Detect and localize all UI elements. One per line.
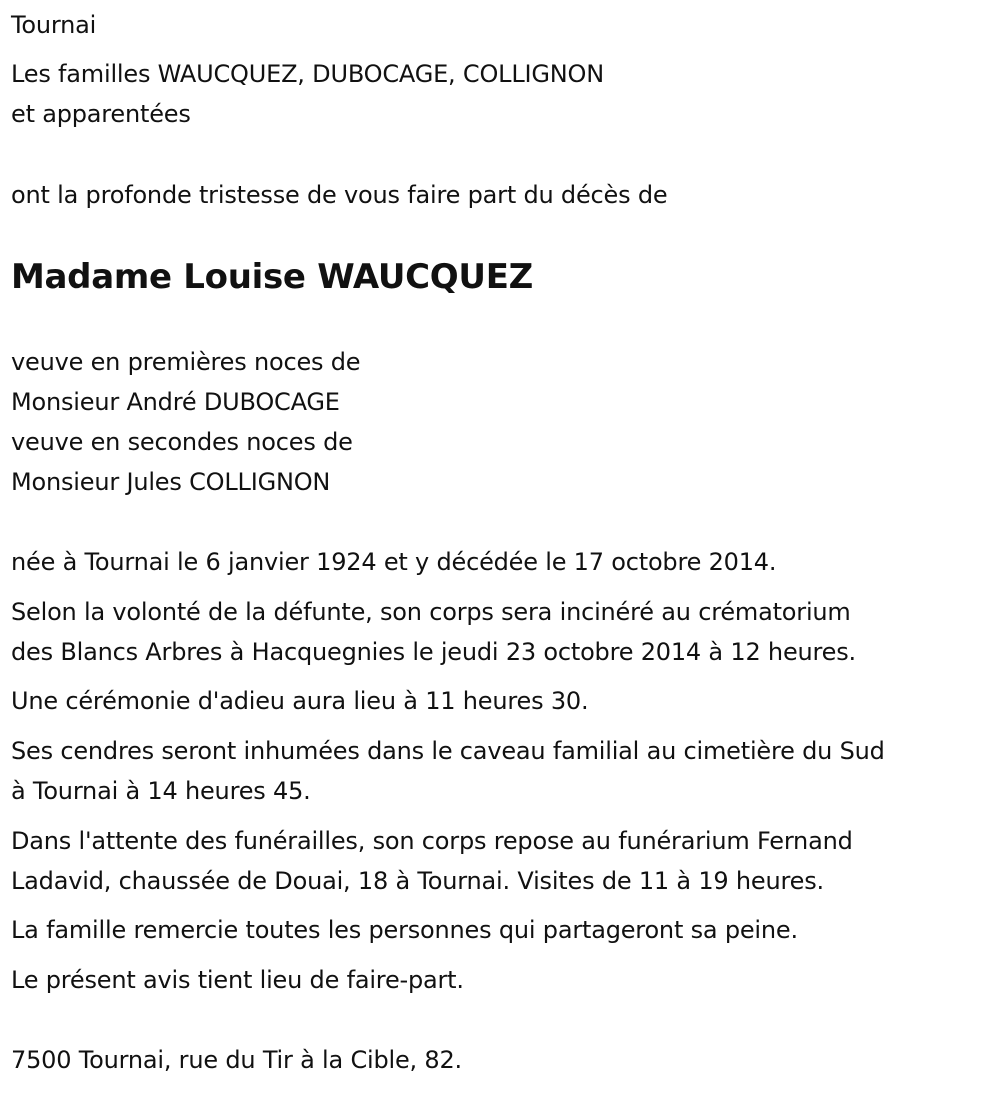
cremation-line: des Blancs Arbres à Hacquegnies le jeudi 23 octobre 2014 à 12 heures. — [11, 638, 856, 666]
funeral-home-line: Ladavid, chaussée de Douai, 18 à Tournai. Visites de 11 à 19 heures. — [11, 867, 824, 895]
spouse-line: Monsieur Jules COLLIGNON — [11, 468, 331, 496]
address-line: 7500 Tournai, rue du Tir à la Cible, 82. — [11, 1046, 462, 1074]
thanks-line: La famille remercie toutes les personnes qui partageront sa peine. — [11, 916, 798, 944]
spouse-line: veuve en secondes noces de — [11, 428, 353, 456]
families-line: Les familles WAUCQUEZ, DUBOCAGE, COLLIGNON — [11, 60, 604, 88]
spouse-line: Monsieur André DUBOCAGE — [11, 388, 340, 416]
deceased-name: Madame Louise WAUCQUEZ — [11, 257, 533, 297]
birth-death-line: née à Tournai le 6 janvier 1924 et y décédée le 17 octobre 2014. — [11, 548, 777, 576]
city-line: Tournai — [11, 11, 97, 39]
ceremony-line: Une cérémonie d'adieu aura lieu à 11 heures 30. — [11, 687, 589, 715]
notice-line: Le présent avis tient lieu de faire-part. — [11, 966, 464, 994]
ashes-line: à Tournai à 14 heures 45. — [11, 777, 311, 805]
spouse-line: veuve en premières noces de — [11, 348, 361, 376]
funeral-home-line: Dans l'attente des funérailles, son corps repose au funérarium Fernand — [11, 827, 853, 855]
relatives-line: et apparentées — [11, 100, 191, 128]
intro-line: ont la profonde tristesse de vous faire part du décès de — [11, 181, 668, 209]
ashes-line: Ses cendres seront inhumées dans le caveau familial au cimetière du Sud — [11, 737, 885, 765]
cremation-line: Selon la volonté de la défunte, son corps sera incinéré au crématorium — [11, 598, 851, 626]
